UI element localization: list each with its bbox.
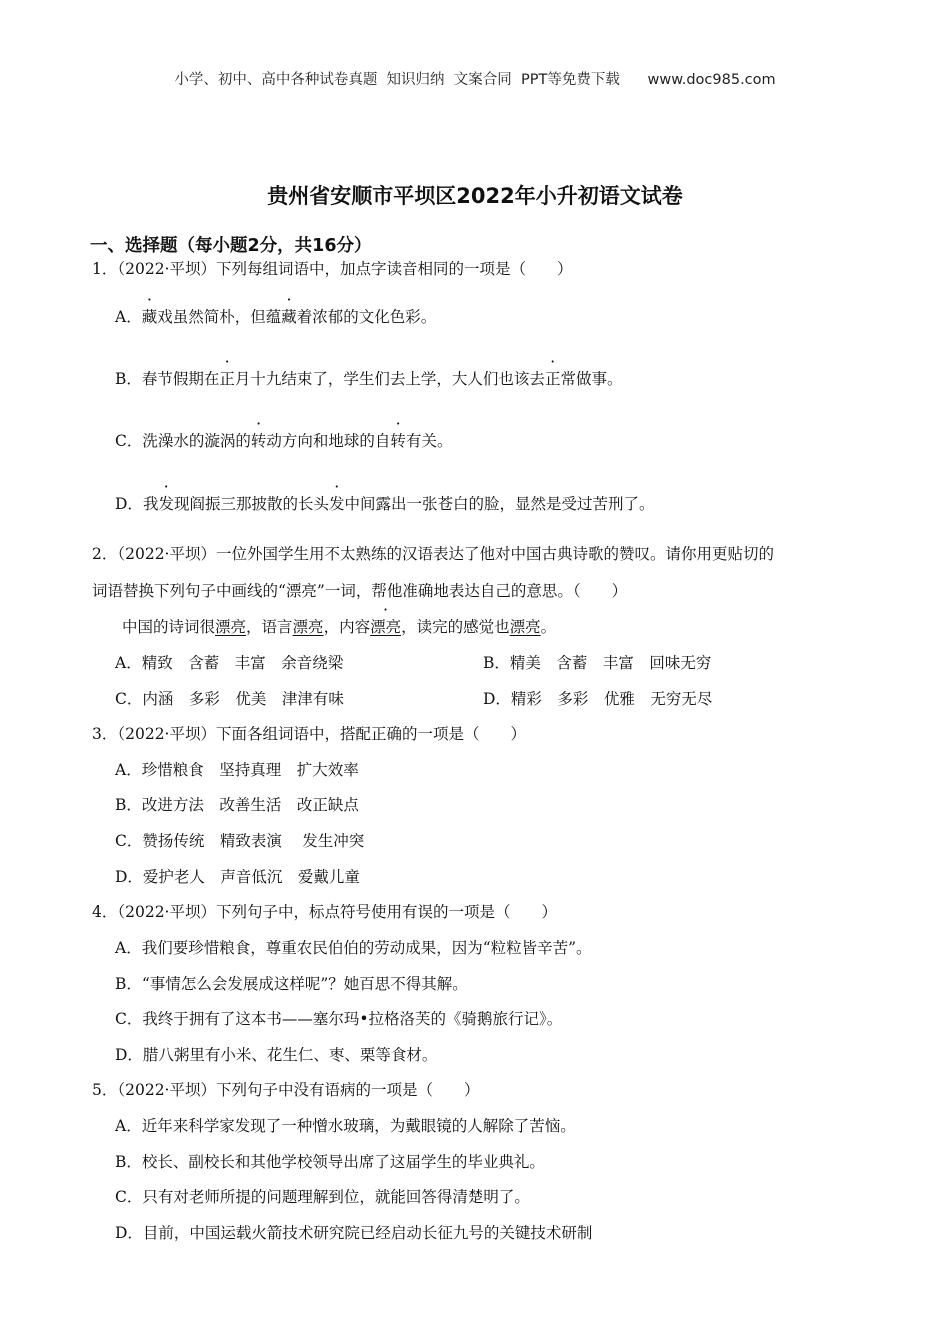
question-1-option-a: A．藏戏虽然简朴，但蕴藏着浓郁的文化色彩。: [115, 308, 437, 326]
question-4-option-d: D．腊八粥里有小米、花生仁、枣、栗等食材。: [115, 1046, 438, 1064]
question-4-option-a: A．我们要珍惜粮食，尊重农民伯伯的劳动成果，因为“粒粒皆辛苦”。: [115, 939, 592, 957]
question-5-option-a: A．近年来科学家发现了一种憎水玻璃，为戴眼镜的人解除了苦恼。: [115, 1117, 576, 1135]
question-3-option-d: D．爱护老人 声音低沉 爱戴儿童: [115, 868, 360, 886]
underlined-word: 漂亮: [370, 618, 402, 636]
question-5-option-c: C．只有对老师所提的问题理解到位，就能回答得清楚明了。: [115, 1188, 530, 1206]
emphasis-dot-char: 正: [219, 370, 235, 388]
question-5-option-b: B．校长、副校长和其他学校领导出席了这届学生的毕业典礼。: [115, 1153, 545, 1171]
question-4-option-c: C．我终于拥有了这本书——塞尔玛•拉格洛芙的《骑鹅旅行记》。: [115, 1010, 563, 1028]
question-1-stem: 1．（2022·平坝）下列每组词语中，加点字读音相同的一项是（ ）: [92, 260, 573, 278]
emphasis-dot-char: 发: [328, 495, 345, 513]
emphasis-dot-char: 正: [544, 370, 561, 388]
question-2-option-a: A．精致 含蓄 丰富 余音绕梁: [115, 654, 344, 672]
question-3-option-a: A．珍惜粮食 坚持真理 扩大效率: [115, 761, 359, 779]
question-5-stem: 5．（2022·平坝）下列句子中没有语病的一项是（ ）: [92, 1081, 480, 1099]
question-2-option-c: C．内涵 多彩 优美 津津有味: [115, 690, 344, 708]
emphasis-dot-char: 转: [390, 432, 406, 450]
question-2-option-d: D．精彩 多彩 优雅 无穷无尽: [483, 690, 713, 708]
section-heading: 一、选择题（每小题2分，共16分）: [90, 236, 372, 256]
question-3-option-c: C．赞扬传统 精致表演 发生冲突: [115, 832, 365, 850]
underlined-word: 漂亮: [509, 618, 541, 636]
underlined-word: 漂亮: [215, 618, 247, 636]
question-3-stem: 3．（2022·平坝）下面各组词语中，搭配正确的一项是（ ）: [92, 725, 526, 743]
page-title: 贵州省安顺市平坝区2022年小升初语文试卷: [267, 184, 683, 208]
question-4-stem: 4．（2022·平坝）下列句子中，标点符号使用有误的一项是（ ）: [92, 903, 557, 921]
emphasis-dot-char: 藏: [281, 308, 297, 326]
emphasis-dot-char: 藏: [141, 308, 158, 326]
question-3-option-b: B．改进方法 改善生活 改正缺点: [115, 796, 359, 814]
emphasis-dot-char: 发: [158, 495, 174, 513]
question-1-option-c: C．洗澡水的漩涡的转动方向和地球的自转有关。: [115, 432, 453, 450]
question-2-option-b: B．精美 含蓄 丰富 回味无穷: [483, 654, 712, 672]
underlined-word: 漂亮: [292, 618, 324, 636]
question-2-stem-line-2: 词语替换下列句子中画线的“漂亮”一词，帮他准确地表达自己的意思。（ ）: [92, 582, 628, 600]
question-1-option-d: D．我发现阎振三那披散的长头发中间露出一张苍白的脸，显然是受过苦刑了。: [115, 495, 655, 513]
question-5-option-d: D．目前，中国运载火箭技术研究院已经启动长征九号的关键技术研制: [115, 1224, 593, 1242]
question-1-option-b: B．春节假期在正月十九结束了，学生们去上学，大人们也该去正常做事。: [115, 370, 623, 388]
question-4-option-b: B．“事情怎么会发展成这样呢”？她百思不得其解。: [115, 975, 468, 993]
emphasis-dot-char: 转: [250, 432, 267, 450]
question-2-sentence: 中国的诗词很漂亮，语言漂亮，内容漂亮，读完的感觉也漂亮。: [122, 618, 557, 636]
page-header: 小学、初中、高中各种试卷真题 知识归纳 文案合同 PPT等免费下载 www.doc985.com: [174, 72, 776, 88]
question-2-stem-line-1: 2．（2022·平坝）一位外国学生用不太熟练的汉语表达了他对中国古典诗歌的赞叹。请你用更贴切的: [92, 545, 774, 563]
